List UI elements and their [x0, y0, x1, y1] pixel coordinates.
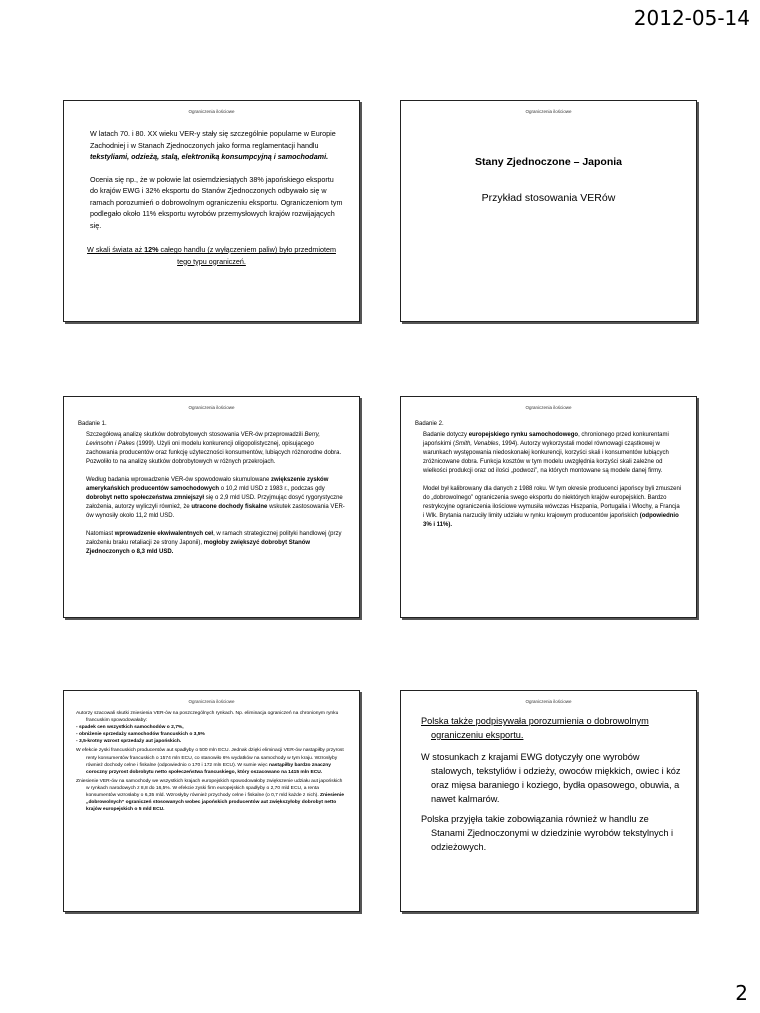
list-item: - 3,5-krotny wzrost sprzedaży aut japońskich. [76, 739, 182, 745]
list-item: - obniżenie sprzedaży samochodów francuskich o 3,5% [76, 732, 205, 738]
paragraph: W efekcie zyski francuskich producentów aut spadłyby o 500 mln ECU. Jednak dzięki eliminacji VER-ów nastąpiłby przyrost renty konsumentów francuskich o 1574 mln ECU, co stanowiło 6% wydatków na samochody w tym kraju. Wzrosłyby również dochody celne i fiskalne (odpowiednio o 170 i 172 mln ECU). W sumie więc nastąpiłby bardzo znaczny coroczny przyrost dobrobytu netto społeczeństwa francuskiego, który oszacowano na 1415 mln ECU. [76, 748, 344, 775]
slide-header: Ograniczenia ilościowe [525, 109, 572, 114]
date-label: 2012-05-14 [633, 6, 750, 30]
paragraph: W latach 70. i 80. XX wieku VER-y stały się szczególnie popularne w Europie Zachodniej i w Stanach Zjednoczonych jako forma reglamentacji handlu tekstyliami, odzieżą, stalą, elektroniką konsumpcyjną i samochodami. [90, 129, 336, 161]
slide-subtitle: Przykład stosowania VERów [481, 192, 616, 204]
slide-5 [63, 690, 360, 912]
slide-header: Ograniczenia ilościowe [188, 699, 235, 704]
slide-3 [63, 396, 360, 618]
paragraph: Szczegółową analizę skutków dobrobytowych stosowania VER-ów przeprowadzili Berry, Levinsohn i Pakes (1999). Użyli oni modelu konkurencji oligopolistycznej, opisującego zachowania producentów oraz funkcję użyteczności konsumentów, lubiących różnorodne dobra. Pozwoliło to na analizę skutków dobrobytowych w różnych przekrojach. [86, 432, 342, 465]
paragraph: Autorzy szacowali skutki zniesienia VER-ów na poszczególnych rynkach. Np. eliminacja ograniczeń na chronionym rynku francuskim spowodowałaby: [76, 711, 339, 724]
paragraph: Według badania wprowadzenie VER-ów spowodowało skumulowane zwiększenie zysków amerykańskich producentów samochodowych o 10,2 mld USD z 1983 r., podczas gdy dobrobyt netto społeczeństwa zmniejszył się o 2,9 mld USD. Przyjmując dosyć rygorystyczne założenia, autorzy wyliczyli również, że utracone dochody fiskalne wskutek zastosowania VER-ów wynosiły około 11,2 mld USD. [86, 477, 345, 519]
slide-6 [400, 690, 697, 912]
page-number: 2 [735, 981, 748, 1005]
paragraph: Zniesienie VER-ów na samochody we wszystkich krajach europejskich spowodowałoby zwiększenie udziału aut japońskich w rynkach narodowych z 8,8 do 16,5%. W efekcie zyski firm europejskich spadłyby o 2,70 mld ECU, a renta konsumentów wzrosłaby o 6,35 mld. Wzrosłyby również przychody celne i fiskalne (o 0,7 mld każde z nich). Zniesienie „dobrowolnych” ograniczeń stosowanych wobec japońskich producentów aut zwiększyłoby dobrobyt netto krajów europejskich o 5 mld ECU. [76, 778, 344, 813]
slide-header: Ograniczenia ilościowe [188, 109, 235, 114]
paragraph: W stosunkach z krajami EWG dotyczyły one wyrobów stalowych, tekstyliów i odzieży, owoców miękkich, owiec i kóz oraz mięsa baraniego i koziego, bydła opasowego, obuwia, a nawet kalmarów. [421, 752, 681, 804]
paragraph: Model był kalibrowany dla danych z 1988 roku. W tym okresie producenci japońscy byli zmuszeni do „dobrowolnego” ograniczenia swego eksportu do niektórych krajów europejskich. Bardzo restrykcyjne ograniczenia ilościowe wymusiła wówczas Hiszpania, Portugalia i Włochy, a Francja i Wlk. Brytania narzuciły limity udziału w rynku krajowym producentów japońskich (odpowiednio 3% i 11%). [423, 486, 682, 528]
paragraph: Ocenia się np., że w połowie lat osiemdziesiątych 38% japońskiego eksportu do krajów EWG i 32% eksportu do Stanów Zjednoczonych odbywało się w ramach porozumień o dobrowolnym ograniczeniu eksportu. Ograniczeniom tym podlegało około 11% eksportu wyrobów przemysłowych krajów rozwijających się. [90, 174, 343, 230]
paragraph: W skali świata aż 12% całego handlu (z wyłączeniem paliw) było przedmiotem tego typu ograniczeń. [87, 245, 336, 266]
slide-header: Ograniczenia ilościowe [525, 405, 572, 410]
slide-2 [400, 100, 697, 322]
slide-1 [63, 100, 360, 322]
paragraph: Natomiast wprowadzenie ekwiwalentnych ceł, w ramach strategicznej polityki handlowej (przy założeniu braku retaliacji ze strony Japonii), mogłoby zwiększyć dobrobyt Stanów Zjednoczonych o 8,3 mld USD. [86, 531, 342, 555]
heading: Badanie 2. [415, 421, 444, 427]
heading: Badanie 1. [78, 421, 107, 427]
list-item: - spadek cen wszystkich samochodów o 2,7%, [76, 725, 184, 731]
paragraph: Polska także podpisywała porozumienia o dobrowolnym ograniczeniu eksportu. [421, 716, 649, 740]
slide-4 [400, 396, 697, 618]
slide-header: Ograniczenia ilościowe [525, 699, 572, 704]
paragraph: Polska przyjęła takie zobowiązania również w handlu ze Stanami Zjednoczonymi w dziedzinie wyrobów tekstylnych i odzieżowych. [421, 814, 674, 852]
slide-title: Stany Zjednoczone – Japonia [474, 156, 623, 168]
slide-header: Ograniczenia ilościowe [188, 405, 235, 410]
paragraph: Badanie dotyczy europejskiego rynku samochodowego, chronionego przed konkurentami japońskimi (Smith, Venables, 1994). Autorzy wykorzystali model równowagi cząstkowej w warunkach występowania niedoskonałej konkurencji, korzyści skali i konsumentów lubiących zróżnicowane dobra. Funkcja kosztów w tym modelu uwzględnia korzyści skali zależne od wielkości produkcji oraz od ilości „podwozi”, na których montowane są modele danej firmy. [423, 432, 669, 474]
